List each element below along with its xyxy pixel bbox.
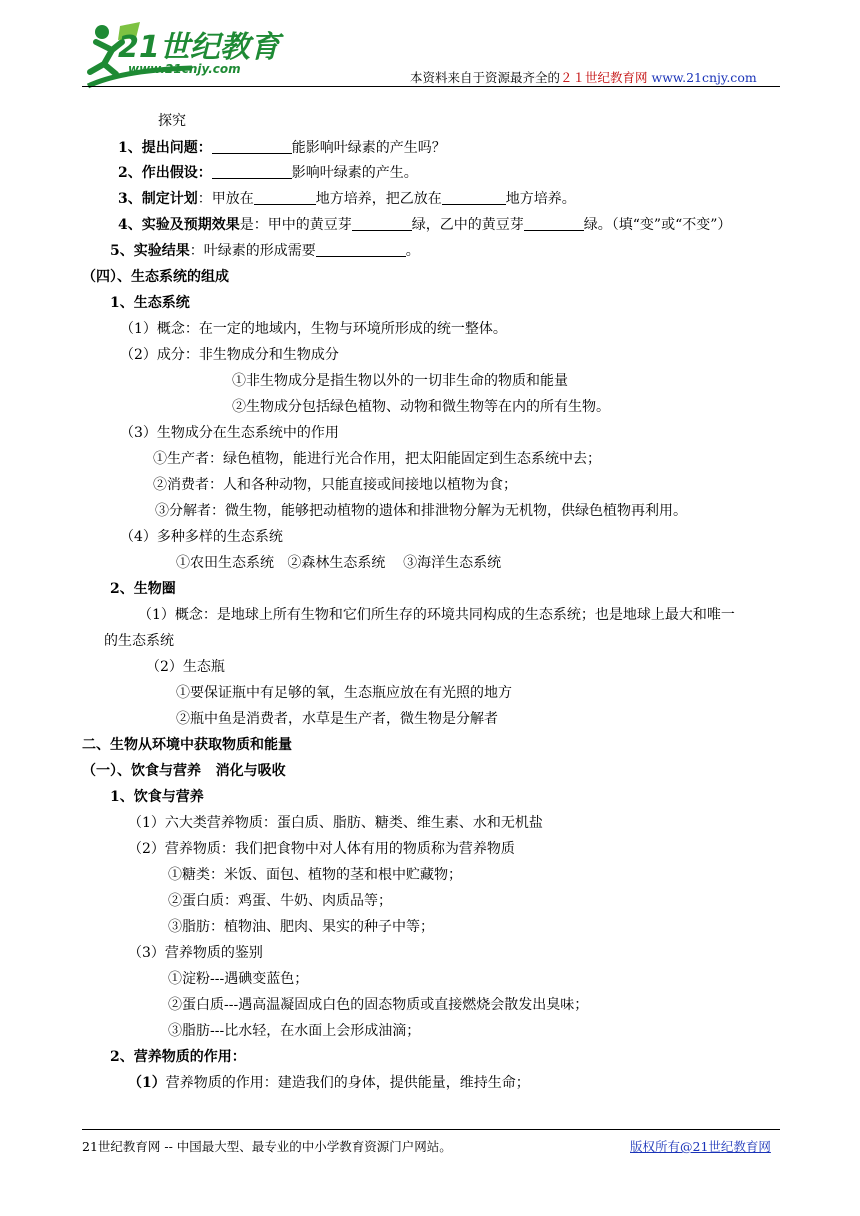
blank-expected-a: [352, 216, 412, 231]
text-line: （3）生物成分在生态系统中的作用: [120, 425, 339, 441]
text-line: （3）营养物质的鉴别: [128, 945, 263, 961]
heading-section-two: 二、生物从环境中获取物质和能量: [82, 737, 292, 753]
text-line: ①淀粉---遇碘变蓝色；: [168, 971, 309, 987]
text-line: ③脂肪---比水轻，在水面上会形成油滴；: [168, 1023, 421, 1039]
footer-copyright-link[interactable]: 版权所有@21世纪教育网: [630, 1139, 771, 1154]
text-line: ①要保证瓶中有足够的氧，生态瓶应放在有光照的地方: [176, 685, 512, 701]
text-line: （4）多种多样的生态系统: [120, 529, 283, 545]
step-question: 1、提出问题： 能影响叶绿素的产生吗？: [118, 140, 446, 156]
step-expected: 4、实验及预期效果是：甲中的黄豆芽 绿，乙中的黄豆芽 绿。（填“变”或“不变”）: [118, 217, 732, 233]
text-line: （2）营养物质：我们把食物中对人体有用的物质称为营养物质: [128, 841, 515, 857]
text-line: ②蛋白质：鸡蛋、牛奶、肉质品等；: [168, 893, 392, 909]
step-plan: 3、制定计划：甲放在 地方培养，把乙放在 地方培养。: [118, 191, 576, 207]
source-brand[interactable]: ２１世纪教育网: [560, 70, 648, 85]
text-line: （1）概念：在一定的地域内，生物与环境所形成的统一整体。: [120, 321, 507, 337]
text-line: （2）成分：非生物成分和生物成分: [120, 347, 339, 363]
heading-ecosystem: 1、生态系统: [110, 295, 190, 311]
blank-hypothesis: [212, 164, 292, 179]
blank-expected-b: [524, 216, 584, 231]
text-line: ②生物成分包括绿色植物、动物和微生物等在内的所有生物。: [232, 399, 610, 415]
text-line: ①生产者：绿色植物，能进行光合作用，把太阳能固定到生态系统中去；: [153, 451, 601, 467]
text-line: ①糖类：米饭、面包、植物的茎和根中贮藏物；: [168, 867, 462, 883]
text-line: ①农田生态系统 ②森林生态系统 ③海洋生态系统: [176, 555, 502, 571]
text-line: ②蛋白质---遇高温凝固成白色的固态物质或直接燃烧会散发出臭味；: [168, 997, 589, 1013]
source-prefix: 本资料来自于资源最齐全的: [410, 70, 561, 85]
text-line: （1）六大类营养物质：蛋白质、脂肪、糖类、维生素、水和无机盐: [128, 815, 543, 831]
heading-biosphere: 2、生物圈: [110, 581, 176, 597]
heading-diet: 1、饮食与营养: [110, 789, 204, 805]
section-title-explore: 探究: [158, 113, 186, 129]
text-line: 的生态系统: [104, 633, 174, 649]
blank-result: [316, 242, 406, 257]
logo-url: www.21cnjy.com: [128, 62, 241, 76]
source-url-link[interactable]: www.21cnjy.com: [651, 70, 757, 85]
text-line: ②消费者：人和各种动物，只能直接或间接地以植物为食；: [153, 477, 517, 493]
blank-plan-b: [442, 190, 506, 205]
footer-site-note: 21世纪教育网 -- 中国最大型、最专业的中小学教育资源门户网站。: [82, 1139, 452, 1154]
step-hypothesis: 2、作出假设： 影响叶绿素的产生。: [118, 165, 418, 181]
blank-plan-a: [254, 190, 316, 205]
heading-ecosystem-composition: （四）、生态系统的组成: [82, 269, 229, 285]
heading-diet-nutrition: （一）、饮食与营养 消化与吸收: [82, 763, 286, 779]
text-line: ②瓶中鱼是消费者，水草是生产者，微生物是分解者: [176, 711, 498, 727]
text-line: ③脂肪：植物油、肥肉、果实的种子中等；: [168, 919, 434, 935]
text-line: ①非生物成分是指生物以外的一切非生命的物质和能量: [232, 373, 568, 389]
text-line: （1）概念：是地球上所有生物和它们所生存的环境共同构成的生态系统；也是地球上最大和唯一: [138, 607, 735, 623]
heading-nutrient-function: 2、营养物质的作用：: [110, 1049, 246, 1065]
blank-question: [212, 139, 292, 154]
logo-text: 21世纪教育: [118, 30, 280, 65]
text-line: （1）营养物质的作用：建造我们的身体，提供能量，维持生命；: [128, 1075, 530, 1091]
text-line: （2）生态瓶: [146, 659, 225, 675]
footer-divider: [82, 1129, 780, 1130]
step-result: 5、实验结果：叶绿素的形成需要 。: [110, 243, 420, 259]
text-line: ③分解者：微生物，能够把动植物的遗体和排泄物分解为无机物，供绿色植物再利用。: [155, 503, 687, 519]
